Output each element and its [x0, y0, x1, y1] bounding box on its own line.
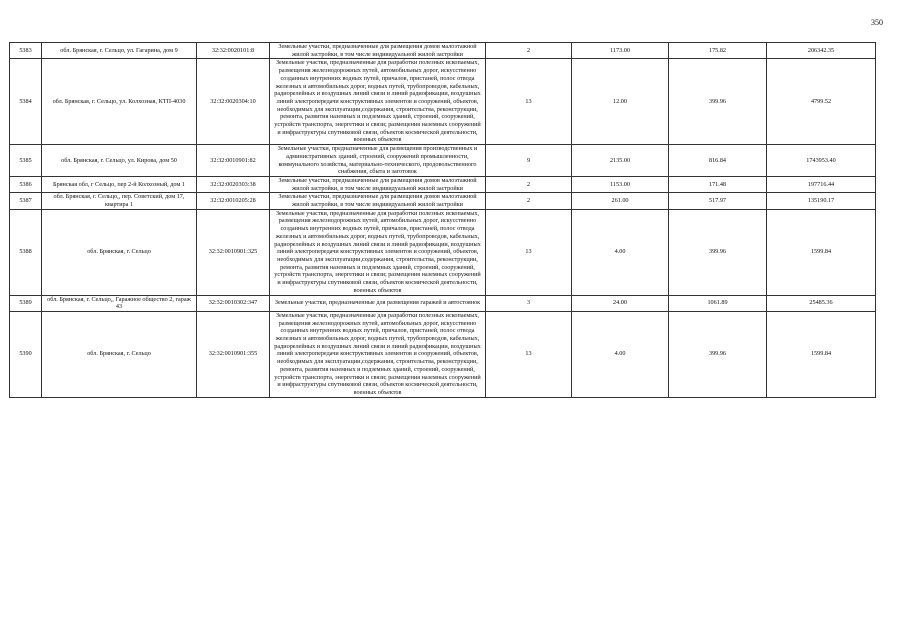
- page-number: 350: [871, 18, 883, 27]
- cadastral-number-cell: 32:32:0020304:10: [197, 59, 270, 145]
- cadastral-value-cell: 1599.84: [767, 209, 876, 295]
- area-cell: 2135.00: [572, 145, 669, 177]
- area-cell: 24.00: [572, 295, 669, 311]
- area-cell: 1173.00: [572, 43, 669, 59]
- address-cell: обл. Брянская, г. Сельцо,, Гаражное общество 2, гараж 43: [42, 295, 197, 311]
- row-number-cell: 5390: [10, 311, 42, 397]
- cadastral-value-cell: 4799.52: [767, 59, 876, 145]
- cadastral-number-cell: 32:32:0010901:325: [197, 209, 270, 295]
- address-cell: обл. Брянская, г. Сельцо: [42, 311, 197, 397]
- group-cell: 13: [486, 59, 572, 145]
- cadastral-value-cell: 197716.44: [767, 176, 876, 192]
- table-row: [10, 145, 876, 177]
- rate-cell: 399.96: [669, 209, 767, 295]
- group-cell: 9: [486, 145, 572, 177]
- area-cell: 4.00: [572, 209, 669, 295]
- rate-cell: 399.96: [669, 311, 767, 397]
- row-number-cell: 5387: [10, 193, 42, 209]
- rate-cell: 175.82: [669, 43, 767, 59]
- table-row: [10, 176, 876, 192]
- table-row: [10, 311, 876, 397]
- cadastral-number-cell: 32:32:0010302:347: [197, 295, 270, 311]
- land-use-cell: Земельные участки, предназначенные для размещения домов малоэтажной жилой застройки, в том числе индивидуальной жилой застройки: [270, 43, 486, 59]
- table-row: [10, 209, 876, 295]
- land-parcels-table: [9, 42, 876, 398]
- address-cell: обл. Брянская, г. Сельцо, ул. Гагарина, дом 9: [42, 43, 197, 59]
- land-use-cell: Земельные участки, предназначенные для размещения домов малоэтажной жилой застройки, в том числе индивидуальной жилой застройки: [270, 176, 486, 192]
- land-use-cell: Земельные участки, предназначенные для размещения гаражей и автостоянок: [270, 295, 486, 311]
- land-use-cell: Земельные участки, предназначенные для размещения производственных и административных зданий, строений, сооружений промышленности, коммунального хозяйства, материально-технического, продовольственного снабжения, сбыта и заготовок: [270, 145, 486, 177]
- land-use-cell: Земельные участки, предназначенные для разработки полезных ископаемых, размещения железнодорожных путей, автомобильных дорог, искусственно созданных внутренних водных путей, причалов, пристаней, полос отвода железных и автомобильных дорог, водных путей, трубопроводов, кабельных, радиорелейных и воздушных линий связи и линий радиофикации, воздушных линий электропередачи конструктивных элементов и сооружений, объектов, необходимых для эксплуатации,содержания, строительства, реконструкции, ремонта, развития наземных и подземных зданий, строений, сооружений, устройств транспорта, энергетики и связи; размещения наземных сооружений и инфраструктуры спутниковой связи, объектов космической деятельности, военных объектов: [270, 59, 486, 145]
- cadastral-value-cell: 135190.17: [767, 193, 876, 209]
- group-cell: 2: [486, 176, 572, 192]
- row-number-cell: 5383: [10, 43, 42, 59]
- land-use-cell: Земельные участки, предназначенные для разработки полезных ископаемых, размещения железнодорожных путей, автомобильных дорог, искусственно созданных внутренних водных путей, причалов, пристаней, полос отвода железных и автомобильных дорог, водных путей, трубопроводов, кабельных, радиорелейных и воздушных линий связи и линий радиофикации, воздушных линий электропередачи конструктивных элементов и сооружений, объектов, необходимых для эксплуатации,содержания, строительства, реконструкции, ремонта, развития наземных и подземных зданий, строений, сооружений, устройств транспорта, энергетики и связи; размещения наземных сооружений и инфраструктуры спутниковой связи, объектов космической деятельности, военных объектов: [270, 209, 486, 295]
- address-cell: обл. Брянская, г. Сельцо, ул. Колхозная, КТП-4030: [42, 59, 197, 145]
- area-cell: 12.00: [572, 59, 669, 145]
- rate-cell: 171.48: [669, 176, 767, 192]
- group-cell: 2: [486, 43, 572, 59]
- cadastral-number-cell: 32:32:0010205:28: [197, 193, 270, 209]
- cadastral-value-cell: 25485.36: [767, 295, 876, 311]
- cadastral-number-cell: 32:32:0020303:38: [197, 176, 270, 192]
- area-cell: 1153.00: [572, 176, 669, 192]
- rate-cell: 1061.89: [669, 295, 767, 311]
- row-number-cell: 5388: [10, 209, 42, 295]
- table-row: [10, 43, 876, 59]
- address-cell: обл. Брянская, г. Сельцо, ул. Кирова, дом 50: [42, 145, 197, 177]
- rate-cell: 517.97: [669, 193, 767, 209]
- area-cell: 4.00: [572, 311, 669, 397]
- address-cell: обл. Брянская, г. Сельцо,, пер. Советский, дом 17, квартира 1: [42, 193, 197, 209]
- cadastral-number-cell: 32:32:0020101:8: [197, 43, 270, 59]
- row-number-cell: 5384: [10, 59, 42, 145]
- land-use-cell: Земельные участки, предназначенные для разработки полезных ископаемых, размещения железнодорожных путей, автомобильных дорог, искусственно созданных внутренних водных путей, причалов, пристаней, полос отвода железных и автомобильных дорог, водных путей, трубопроводов, кабельных, радиорелейных и воздушных линий связи и линий радиофикации, воздушных линий электропередачи конструктивных элементов и сооружений, объектов, необходимых для эксплуатации,содержания, строительства, реконструкции, ремонта, развития наземных и подземных зданий, строений, сооружений, устройств транспорта, энергетики и связи; размещения наземных сооружений и инфраструктуры спутниковой связи, объектов космической деятельности, военных объектов: [270, 311, 486, 397]
- table-row: [10, 59, 876, 145]
- table-row: [10, 295, 876, 311]
- area-cell: 261.00: [572, 193, 669, 209]
- address-cell: Брянская обл, г Сельцо, пер 2-й Колхозный, дом 1: [42, 176, 197, 192]
- cadastral-number-cell: 32:32:0010901:82: [197, 145, 270, 177]
- group-cell: 2: [486, 193, 572, 209]
- cadastral-value-cell: 1743953.40: [767, 145, 876, 177]
- row-number-cell: 5386: [10, 176, 42, 192]
- cadastral-number-cell: 32:32:0010901:355: [197, 311, 270, 397]
- row-number-cell: 5385: [10, 145, 42, 177]
- address-cell: обл. Брянская, г. Сельцо: [42, 209, 197, 295]
- row-number-cell: 5389: [10, 295, 42, 311]
- group-cell: 13: [486, 311, 572, 397]
- cadastral-value-cell: 1599.84: [767, 311, 876, 397]
- table-row: [10, 193, 876, 209]
- group-cell: 3: [486, 295, 572, 311]
- group-cell: 13: [486, 209, 572, 295]
- land-use-cell: Земельные участки, предназначенные для размещения домов малоэтажной жилой застройки, в том числе индивидуальной жилой застройки: [270, 193, 486, 209]
- cadastral-value-cell: 206342.35: [767, 43, 876, 59]
- rate-cell: 399.96: [669, 59, 767, 145]
- rate-cell: 816.84: [669, 145, 767, 177]
